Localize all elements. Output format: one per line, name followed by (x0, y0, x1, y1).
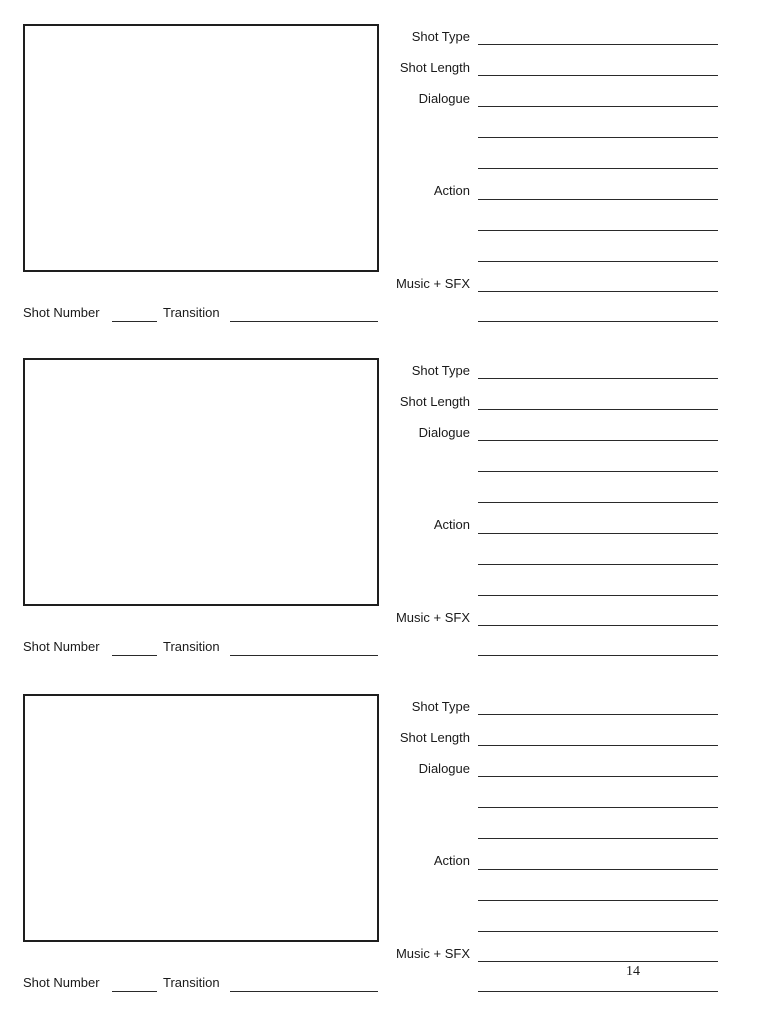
dialogue-line-1[interactable] (478, 106, 718, 107)
music-sfx-label: Music + SFX (395, 276, 470, 291)
action-line-1[interactable] (478, 199, 718, 200)
dialogue-line-3[interactable] (478, 502, 718, 503)
dialogue-line-2[interactable] (478, 471, 718, 472)
shot-type-line-1[interactable] (478, 714, 718, 715)
shot-length-line-1[interactable] (478, 75, 718, 76)
shot-type-line-1[interactable] (478, 44, 718, 45)
transition-line[interactable] (230, 321, 378, 322)
action-label: Action (433, 183, 470, 198)
storyboard-frame-2[interactable] (23, 358, 379, 606)
shot-length-line-1[interactable] (478, 745, 718, 746)
action-line-1[interactable] (478, 533, 718, 534)
action-label: Action (433, 853, 470, 868)
transition-line[interactable] (230, 655, 378, 656)
transition-label: Transition (163, 305, 220, 320)
dialogue-line-2[interactable] (478, 807, 718, 808)
transition-label: Transition (163, 639, 220, 654)
page-number: 14 (626, 964, 640, 979)
action-line-3[interactable] (478, 261, 718, 262)
dialogue-line-1[interactable] (478, 440, 718, 441)
storyboard-panel-2 (0, 334, 768, 668)
music-sfx-line-1[interactable] (478, 961, 718, 962)
shot-type-line-1[interactable] (478, 378, 718, 379)
dialogue-label: Dialogue (418, 761, 470, 776)
transition-label: Transition (163, 975, 220, 990)
dialogue-label: Dialogue (418, 91, 470, 106)
action-line-2[interactable] (478, 230, 718, 231)
shot-type-label: Shot Type (411, 699, 470, 714)
dialogue-line-1[interactable] (478, 776, 718, 777)
shot-type-label: Shot Type (411, 363, 470, 378)
music-sfx-line-2[interactable] (478, 655, 718, 656)
dialogue-line-2[interactable] (478, 137, 718, 138)
shot-number-label: Shot Number (23, 975, 100, 990)
transition-line[interactable] (230, 991, 378, 992)
shot-number-line[interactable] (112, 991, 157, 992)
shot-number-label: Shot Number (23, 305, 100, 320)
action-line-1[interactable] (478, 869, 718, 870)
music-sfx-line-1[interactable] (478, 291, 718, 292)
shot-length-label: Shot Length (399, 394, 470, 409)
shot-type-label: Shot Type (411, 29, 470, 44)
shot-number-line[interactable] (112, 321, 157, 322)
action-line-2[interactable] (478, 900, 718, 901)
dialogue-line-3[interactable] (478, 838, 718, 839)
storyboard-frame-3[interactable] (23, 694, 379, 942)
action-label: Action (433, 517, 470, 532)
storyboard-panel-3 (0, 670, 768, 1004)
music-sfx-line-2[interactable] (478, 991, 718, 992)
music-sfx-line-1[interactable] (478, 625, 718, 626)
action-line-3[interactable] (478, 595, 718, 596)
dialogue-label: Dialogue (418, 425, 470, 440)
shot-length-label: Shot Length (399, 60, 470, 75)
music-sfx-label: Music + SFX (395, 610, 470, 625)
action-line-2[interactable] (478, 564, 718, 565)
storyboard-panel-1 (0, 0, 768, 334)
music-sfx-line-2[interactable] (478, 321, 718, 322)
shot-number-line[interactable] (112, 655, 157, 656)
shot-length-label: Shot Length (399, 730, 470, 745)
music-sfx-label: Music + SFX (395, 946, 470, 961)
shot-number-label: Shot Number (23, 639, 100, 654)
dialogue-line-3[interactable] (478, 168, 718, 169)
shot-length-line-1[interactable] (478, 409, 718, 410)
storyboard-frame-1[interactable] (23, 24, 379, 272)
action-line-3[interactable] (478, 931, 718, 932)
